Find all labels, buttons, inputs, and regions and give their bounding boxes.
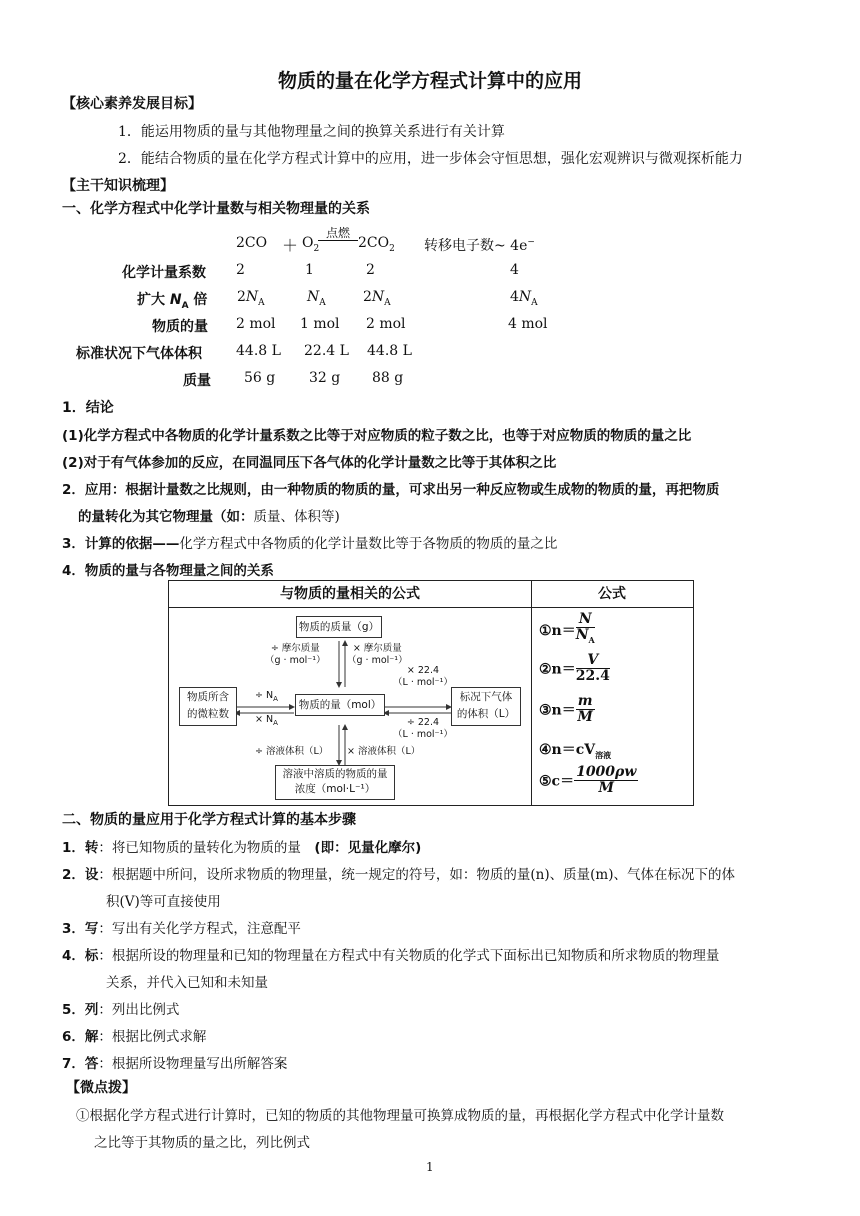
tips-item-line1: ①根据化学方程式进行计算时，已知的物质的其他物理量可换算成物质的量，再根据化学方程式中化学计量数 <box>76 1108 724 1124</box>
row-vol-c2: 22.4 L <box>304 343 349 359</box>
row-vol-c3: 44.8 L <box>367 343 412 359</box>
row-label-mass: 质量 <box>183 373 211 389</box>
equation-right: $2CO_2$ <box>358 235 395 254</box>
label-div-224: ÷ 22.4 （L · mol⁻¹） <box>393 717 453 740</box>
label-mul-molar-mass: × 摩尔质量 （g · mol⁻¹） <box>347 643 408 666</box>
relation-head: 4．物质的量与各物理量之间的关系 <box>62 563 274 579</box>
row-coef-c4: 4 <box>510 262 519 278</box>
row-label-coef: 化学计量系数 <box>122 265 206 281</box>
row-mass-c3: 88 g <box>372 370 404 386</box>
tips-header: 【微点拨】 <box>66 1080 136 1096</box>
equation-plus: ＋ <box>282 236 299 255</box>
step-2-cont: 积(V)等可直接使用 <box>106 894 221 910</box>
row-coef-c1: 2 <box>236 262 245 278</box>
row-na-c3: $2N_A$ <box>363 289 391 308</box>
core-goal-header: 【核心素养发展目标】 <box>62 96 202 112</box>
label-mul-na: × $N_A$ <box>255 714 278 727</box>
box-gas-volume: 标况下气体 的体积（L） <box>451 687 521 726</box>
step-5: 5．列：列出比例式 <box>62 1002 180 1018</box>
conclusion-head: 1．结论 <box>62 400 114 416</box>
equation-left1: 2CO <box>236 235 268 251</box>
row-mol-c1: 2 mol <box>236 316 276 332</box>
conclusion-1: (1)化学方程式中各物质的化学计量系数之比等于对应物质的粒子数之比，也等于对应物质的物质的量之比 <box>62 428 692 444</box>
formula-5: ⑤c＝ $\frac{1000\rho w}{M}$ <box>539 764 637 796</box>
row-mol-c3: 2 mol <box>366 316 406 332</box>
application-head: 2．应用：根据计量数之比规则，由一种物质的物质的量，可求出另一种反应物或生成物的物质的量，再把物质 <box>62 482 720 498</box>
row-label-vol: 标准状况下气体体积 <box>76 346 202 362</box>
formula-table <box>168 580 694 806</box>
row-coef-c3: 2 <box>366 262 375 278</box>
box-concentration: 溶液中溶质的物质的量 浓度（mol·L⁻¹） <box>275 765 395 800</box>
row-mass-c1: 56 g <box>244 370 276 386</box>
row-mol-c2: 1 mol <box>300 316 340 332</box>
step-3: 3．写：写出有关化学方程式，注意配平 <box>62 921 301 937</box>
section2-heading: 二、物质的量应用于化学方程式计算的基本步骤 <box>62 812 356 828</box>
step-1: 1．转：将已知物质的量转化为物质的量 (即：见量化摩尔) <box>62 840 422 856</box>
step-4: 4．标：根据所设的物理量和已知的物理量在方程式中有关物质的化学式下面标出已知物质和所求物质的物理量 <box>62 948 720 964</box>
equation-condition: 点燃 <box>326 226 351 240</box>
formula-table-col1-header: 与物质的量相关的公式 <box>280 586 420 602</box>
box-particles: 物质所含 的微粒数 <box>179 687 237 726</box>
label-div-na: ÷ $N_A$ <box>255 690 278 703</box>
page-title: 物质的量在化学方程式计算中的应用 <box>277 70 582 92</box>
formula-table-col2-header: 公式 <box>598 586 626 602</box>
core-goal-item-1: 1．能运用物质的量与其他物理量之间的换算关系进行有关计算 <box>118 124 505 140</box>
label-div-solution-volume: ÷ 溶液体积（L） <box>255 746 329 757</box>
row-na-c2: $N_A$ <box>307 289 326 308</box>
label-mul-224: × 22.4 （L · mol⁻¹） <box>393 665 453 688</box>
equation-o2: $O_2$ <box>302 235 320 254</box>
row-coef-c2: 1 <box>305 262 314 278</box>
core-goal-item-2: 2．能结合物质的量在化学方程式计算中的应用，进一步体会守恒思想，强化宏观辨识与微观探析能力 <box>118 151 743 167</box>
label-mul-solution-volume: × 溶液体积（L） <box>347 746 421 757</box>
formula-4: $④n=cV_{溶液}$ <box>539 742 612 760</box>
row-label-na: 扩大 $N_A$ 倍 <box>137 292 208 311</box>
box-mass: 物质的质量（g） <box>296 616 382 638</box>
basis: 3．计算的依据——化学方程式中各物质的化学计量数比等于各物质的物质的量之比 <box>62 536 558 552</box>
row-na-c1: $2N_A$ <box>237 289 265 308</box>
row-label-mol: 物质的量 <box>152 319 208 335</box>
row-na-c4: $4N_A$ <box>510 289 538 308</box>
step-2: 2．设：根据题中所问，设所求物质的物理量，统一规定的符号，如：物质的量(n)、质量(m)、气体在标况下的体 <box>62 867 735 883</box>
step-7: 7．答：根据所设物理量写出所解答案 <box>62 1056 288 1072</box>
formula-3: ③n＝ $\frac{m}{M}$ <box>539 693 593 725</box>
equation-arrow-line <box>318 240 358 241</box>
formula-1: ①n＝ $\frac{N}{N_A}$ <box>539 611 595 645</box>
conclusion-2: (2)对于有气体参加的反应，在同温同压下各气体的化学计量数之比等于其体积之比 <box>62 455 557 471</box>
equation-electron: 转移电子数~ 4e− <box>424 237 535 254</box>
tips-item-line2: 之比等于其物质的量之比，列比例式 <box>94 1135 310 1151</box>
step-4-cont: 关系，并代入已知和未知量 <box>106 975 268 991</box>
application-tail: 的量转化为其它物理量（如：质量、体积等) <box>78 509 340 525</box>
row-mol-c4: 4 mol <box>508 316 548 332</box>
step-6: 6．解：根据比例式求解 <box>62 1029 207 1045</box>
box-moles: 物质的量（mol） <box>295 694 385 716</box>
row-vol-c1: 44.8 L <box>236 343 281 359</box>
knowledge-header: 【主干知识梳理】 <box>62 178 174 194</box>
page-number: 1 <box>426 1160 434 1174</box>
label-div-molar-mass: ÷ 摩尔质量 （g · mol⁻¹） <box>265 643 326 666</box>
row-mass-c2: 32 g <box>309 370 341 386</box>
formula-2: ②n＝ $\frac{V}{22.4}$ <box>539 652 610 684</box>
section1-heading: 一、化学方程式中化学计量数与相关物理量的关系 <box>62 201 370 217</box>
